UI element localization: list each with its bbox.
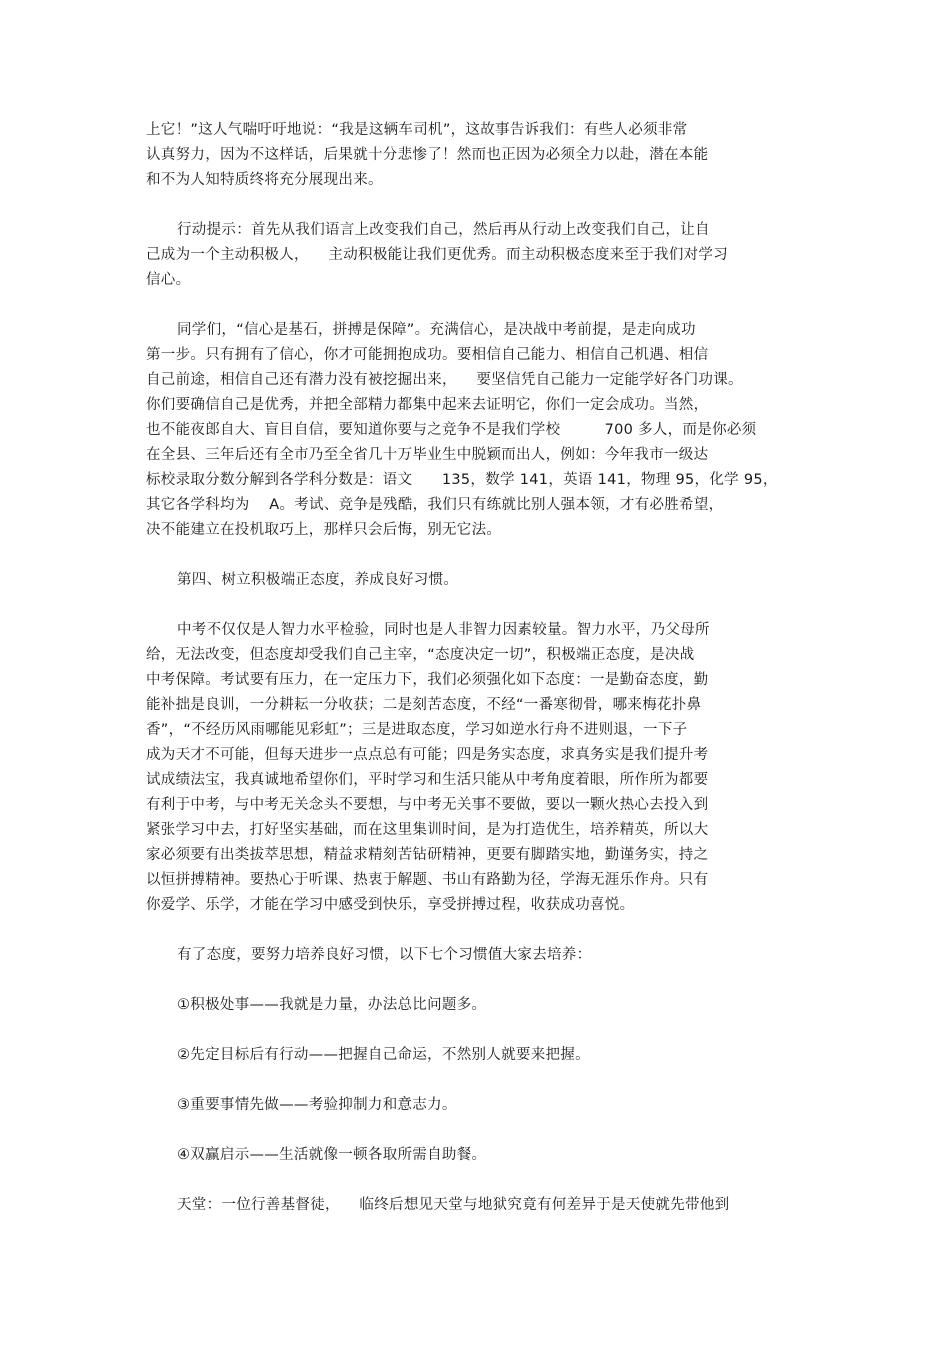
paragraph-line: 标校录取分数分解到各学科分数是：语文 135，数学 141，英语 141，物理 95，化学 95，	[146, 472, 778, 488]
paragraph-line: 能补拙是良训，一分耕耘一分收获；二是刻苦态度，不经“一番寒彻骨，哪来梅花扑鼻	[146, 697, 702, 713]
paragraph-line: 试成绩法宝，我真诚地希望你们，平时学习和生活只能从中考角度着眼，所作所为都要	[146, 772, 709, 788]
paragraph-line: 同学们，“信心是基石，拼搏是保障”。充满信心，是决战中考前提，是走向成功	[177, 322, 696, 338]
paragraph-line: 中考不仅仅是人智力水平检验，同时也是人非智力因素较量。智力水平，乃父母所	[177, 622, 710, 638]
paragraph-line: 其它各学科均为 A。考试、竞争是残酷，我们只有练就比别人强本领，才有必胜希望，	[146, 497, 724, 513]
paragraph-line: 你们要确信自己是优秀，并把全部精力都集中起来去证明它，你们一定会成功。当然，	[146, 397, 709, 413]
paragraph-line: 和不为人知特质终将充分展现出来。	[146, 172, 383, 188]
paragraph-line: 天堂：一位行善基督徒， 临终后想见天堂与地狱究竟有何差异于是天使就先带他到	[177, 1197, 730, 1213]
paragraph-line: 以恒拼搏精神。要热心于听课、热衷于解题、书山有路勤为径，学海无涯乐作舟。只有	[146, 872, 709, 888]
paragraph-line: 认真努力，因为不这样话，后果就十分悲惨了！然而也正因为必须全力以赴，潜在本能	[146, 147, 709, 163]
habit-item: ②先定目标后有行动——把握自己命运，不然别人就要来把握。	[177, 1047, 590, 1063]
paragraph-line: 决不能建立在投机取巧上，那样只会后悔，别无它法。	[146, 522, 502, 538]
habit-item: ④双赢启示——生活就像一顿各取所需自助餐。	[177, 1147, 487, 1163]
habit-item: ①积极处事——我就是力量，办法总比问题多。	[177, 997, 487, 1013]
paragraph-line: 行动提示：首先从我们语言上改变我们自己，然后再从行动上改变我们自己，让自	[177, 222, 710, 238]
paragraph-line: 成为天才不可能，但每天进步一点点总有可能；四是务实态度，求真务实是我们提升考	[146, 747, 709, 763]
paragraph-line: 自己前途，相信自己还有潜力没有被挖掘出来， 要坚信凭自己能力一定能学好各门功课。	[146, 372, 743, 388]
paragraph-line: 有了态度，要努力培养良好习惯，以下七个习惯值大家去培养：	[177, 947, 592, 963]
paragraph-line: 家必须要有出类拔萃思想，精益求精刻苦钻研精神，更要有脚踏实地，勤谨务实，持之	[146, 847, 709, 863]
paragraph-line: 己成为一个主动积极人， 主动积极能让我们更优秀。而主动积极态度来至于我们对学习	[146, 247, 729, 263]
section-heading: 第四、树立积极端正态度，养成良好习惯。	[177, 572, 459, 588]
paragraph-line: 在全县、三年后还有全市乃至全省几十万毕业生中脱颖而出人，例如：今年我市一级达	[146, 447, 709, 463]
paragraph-line: 上它！”这人气喘吁吁地说：“我是这辆车司机”，这故事告诉我们：有些人必须非常	[146, 122, 688, 138]
paragraph-line: 也不能夜郎自大、盲目自信，要知道你要与之竞争不是我们学校 700 多人，而是你必须	[146, 422, 757, 438]
paragraph-line: 紧张学习中去，打好坚实基础，而在这里集训时间，是为打造优生，培养精英，所以大	[146, 822, 709, 838]
habit-item: ③重要事情先做——考验抑制力和意志力。	[177, 1097, 457, 1113]
paragraph-line: 信心。	[146, 272, 191, 288]
paragraph-line: 香”，“不经历风雨哪能见彩虹”；三是进取态度，学习如逆水行舟不进则退，一下子	[146, 722, 688, 738]
paragraph-line: 有利于中考，与中考无关念头不要想，与中考无关事不要做，要以一颗火热心去投入到	[146, 797, 709, 813]
paragraph-line: 第一步。只有拥有了信心，你才可能拥抱成功。要相信自己能力、相信自己机遇、相信	[146, 347, 709, 363]
paragraph-line: 你爱学、乐学，才能在学习中感受到快乐，享受拼搏过程，收获成功喜悦。	[146, 897, 635, 913]
paragraph-line: 中考保障。考试要有压力，在一定压力下，我们必须强化如下态度：一是勤奋态度，勤	[146, 672, 709, 688]
paragraph-line: 给，无法改变，但态度却受我们自己主宰，“态度决定一切”，积极端正态度，是决战	[146, 647, 695, 663]
